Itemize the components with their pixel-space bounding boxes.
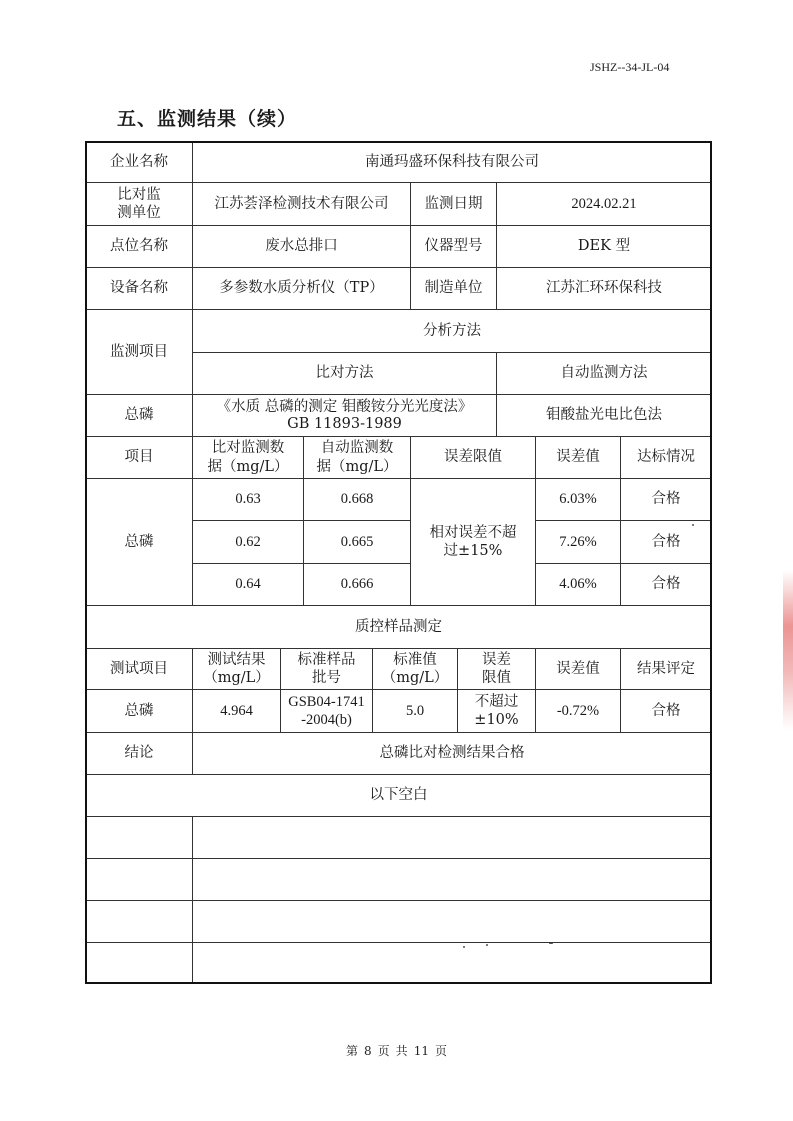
scan-speck (692, 524, 694, 526)
analysis-method-label: 分析方法 (192, 309, 712, 353)
point-label: 点位名称 (85, 225, 193, 268)
compare-item-tp: 总磷 (85, 478, 193, 606)
qc-header-evaluation: 结果评定 (620, 648, 712, 690)
compare-method-label: 比对方法 (192, 352, 497, 395)
compare-value: 0.63 (192, 478, 304, 521)
blank-note: 以下空白 (85, 774, 712, 817)
qc-header-result: 测试结果 （mg/L） (192, 648, 281, 690)
monitoring-item-label: 监测项目 (85, 309, 193, 395)
maker-value: 江苏汇环环保科技 (496, 267, 712, 310)
header-error-limit: 误差限值 (410, 436, 536, 479)
auto-method-label: 自动监测方法 (496, 352, 712, 395)
qc-header-limit: 误差 限值 (457, 648, 536, 690)
qc-header-item: 测试项目 (85, 648, 193, 690)
qc-header-error: 误差值 (535, 648, 621, 690)
empty-cell (85, 858, 193, 901)
header-item: 项目 (85, 436, 193, 479)
enterprise-value: 南通玛盛环保科技有限公司 (192, 141, 712, 183)
qc-limit: 不超过 ±10% (457, 689, 536, 733)
empty-cell (192, 816, 712, 859)
qc-batch: GSB04-1741 -2004(b) (280, 689, 373, 733)
footer-prefix: 第 (346, 1044, 359, 1058)
error-value: 7.26% (535, 520, 621, 564)
scan-speck (486, 944, 488, 946)
qc-result: 4.964 (192, 689, 281, 733)
header-status: 达标情况 (620, 436, 712, 479)
footer-page-word: 页 (377, 1044, 390, 1058)
conclusion-value: 总磷比对检测结果合格 (192, 732, 712, 775)
status-value: 合格 (620, 520, 712, 564)
error-value: 6.03% (535, 478, 621, 521)
scan-speck (549, 943, 553, 944)
device-value: 多参数水质分析仪（TP） (192, 267, 411, 310)
qc-standard: 5.0 (372, 689, 458, 733)
compare-unit-label: 比对监 测单位 (85, 182, 193, 226)
compare-value: 0.62 (192, 520, 304, 564)
model-value: DEK 型 (496, 225, 712, 268)
device-label: 设备名称 (85, 267, 193, 310)
compare-unit-value: 江苏荟泽检测技术有限公司 (192, 182, 411, 226)
auto-value: 0.665 (303, 520, 411, 564)
model-label: 仪器型号 (410, 225, 497, 268)
qc-header-standard: 标准值 （mg/L） (372, 648, 458, 690)
empty-cell (85, 942, 193, 984)
empty-cell (192, 942, 712, 984)
qc-item: 总磷 (85, 689, 193, 733)
qc-error: -0.72% (535, 689, 621, 733)
qc-header-batch: 标准样品 批号 (280, 648, 373, 690)
tp-method-label: 总磷 (85, 394, 193, 437)
auto-method-value: 钼酸盐光电比色法 (496, 394, 712, 437)
status-value: 合格 (620, 563, 712, 606)
auto-value: 0.666 (303, 563, 411, 606)
empty-cell (192, 858, 712, 901)
maker-label: 制造单位 (410, 267, 497, 310)
compare-value: 0.64 (192, 563, 304, 606)
status-value: 合格 (620, 478, 712, 521)
header-compare-data: 比对监测数 据（mg/L） (192, 436, 304, 479)
page-footer (0, 1042, 793, 1059)
section-title: 五、监测结果（续） (117, 108, 298, 130)
scan-speck (463, 946, 465, 948)
footer-total-pages: 11 (413, 1044, 429, 1058)
auto-value: 0.668 (303, 478, 411, 521)
qc-title: 质控样品测定 (85, 605, 712, 649)
point-value: 废水总排口 (192, 225, 411, 268)
compare-method-value: 《水质 总磷的测定 钼酸铵分光光度法》 GB 11893-1989 (192, 394, 497, 437)
empty-cell (85, 900, 193, 943)
enterprise-label: 企业名称 (85, 141, 193, 183)
header-auto-data: 自动监测数 据（mg/L） (303, 436, 411, 479)
footer-total-word: 共 (395, 1044, 408, 1058)
footer-suffix: 页 (434, 1044, 447, 1058)
empty-cell (192, 900, 712, 943)
footer-page-number: 8 (364, 1044, 372, 1058)
date-label: 监测日期 (410, 182, 497, 226)
qc-evaluation: 合格 (620, 689, 712, 733)
date-value: 2024.02.21 (496, 182, 712, 226)
document-code: JSHZ--34-JL-04 (590, 60, 670, 74)
red-seal-edge (783, 570, 793, 730)
empty-cell (85, 816, 193, 859)
conclusion-label: 结论 (85, 732, 193, 775)
compare-error-limit: 相对误差不超 过±15% (410, 478, 536, 606)
header-error-value: 误差值 (535, 436, 621, 479)
error-value: 4.06% (535, 563, 621, 606)
